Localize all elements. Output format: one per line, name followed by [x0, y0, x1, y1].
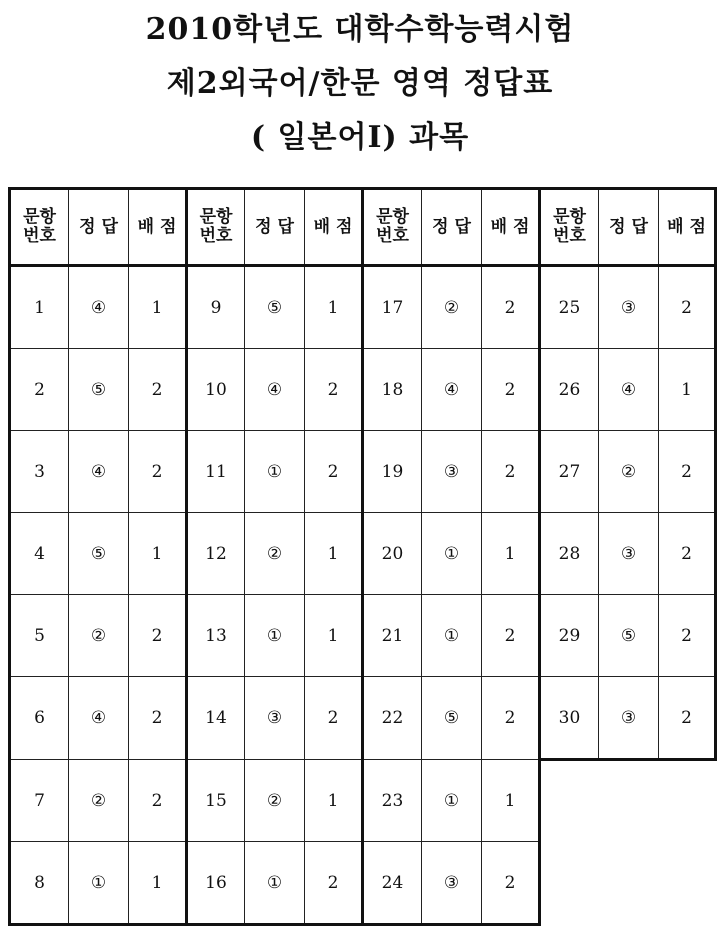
score-value: 2	[129, 431, 187, 513]
table-row	[10, 595, 716, 677]
answer-value: ①	[422, 513, 482, 595]
question-number: 12	[187, 513, 245, 595]
answer-value: ①	[69, 842, 129, 925]
answer-value: ①	[245, 431, 305, 513]
score-value: 1	[659, 349, 716, 431]
question-number: 28	[540, 513, 599, 595]
answer-value: ②	[69, 760, 129, 842]
score-value: 2	[659, 513, 716, 595]
empty-area	[540, 760, 716, 925]
question-number: 20	[363, 513, 422, 595]
question-no-header: 문항 번호	[363, 189, 422, 266]
title-line-3: ( 일본어Ⅰ) 과목	[250, 120, 470, 155]
score-header: 배 점	[482, 189, 540, 266]
answer-value: ③	[422, 431, 482, 513]
table-row	[10, 431, 716, 513]
answer-value: ③	[245, 677, 305, 760]
answer-value: ①	[422, 595, 482, 677]
answer-value: ③	[599, 266, 659, 349]
question-number: 24	[363, 842, 422, 925]
question-number: 21	[363, 595, 422, 677]
answer-value: ②	[422, 266, 482, 349]
score-value: 1	[305, 595, 363, 677]
question-no-header: 문항 번호	[540, 189, 599, 266]
answer-header: 정 답	[69, 189, 129, 266]
question-number: 18	[363, 349, 422, 431]
answer-value: ⑤	[599, 595, 659, 677]
score-value: 1	[482, 513, 540, 595]
score-value: 1	[305, 513, 363, 595]
answer-value: ②	[599, 431, 659, 513]
table-row	[10, 349, 716, 431]
question-number: 16	[187, 842, 245, 925]
score-value: 2	[305, 431, 363, 513]
score-value: 2	[129, 595, 187, 677]
question-number: 6	[10, 677, 69, 760]
score-value: 1	[305, 760, 363, 842]
question-number: 17	[363, 266, 422, 349]
title-line-1: 2010학년도 대학수학능력시험	[145, 12, 575, 47]
answer-value: ③	[422, 842, 482, 925]
score-value: 2	[659, 431, 716, 513]
score-value: 1	[305, 266, 363, 349]
answer-value: ③	[599, 513, 659, 595]
answer-header: 정 답	[599, 189, 659, 266]
answer-value: ⑤	[422, 677, 482, 760]
score-value: 2	[659, 266, 716, 349]
score-value: 1	[129, 266, 187, 349]
score-value: 2	[129, 677, 187, 760]
question-number: 19	[363, 431, 422, 513]
score-header: 배 점	[305, 189, 363, 266]
score-value: 2	[129, 349, 187, 431]
answer-value: ④	[69, 431, 129, 513]
answer-value: ③	[599, 677, 659, 760]
score-value: 2	[482, 431, 540, 513]
answer-value: ④	[245, 349, 305, 431]
question-no-header: 문항 번호	[187, 189, 245, 266]
score-value: 2	[482, 842, 540, 925]
header-row	[10, 189, 716, 266]
answer-value: ①	[245, 842, 305, 925]
answer-value: ④	[69, 266, 129, 349]
question-number: 11	[187, 431, 245, 513]
question-number: 7	[10, 760, 69, 842]
answer-value: ②	[245, 760, 305, 842]
question-number: 30	[540, 677, 599, 760]
question-number: 10	[187, 349, 245, 431]
question-number: 9	[187, 266, 245, 349]
answer-key-table	[8, 187, 717, 926]
table-row	[10, 677, 716, 760]
score-value: 2	[129, 760, 187, 842]
answer-value: ④	[599, 349, 659, 431]
question-number: 27	[540, 431, 599, 513]
question-number: 15	[187, 760, 245, 842]
answer-value: ①	[422, 760, 482, 842]
answer-value: ⑤	[245, 266, 305, 349]
score-value: 2	[305, 349, 363, 431]
question-number: 8	[10, 842, 69, 925]
answer-value: ④	[422, 349, 482, 431]
question-number: 2	[10, 349, 69, 431]
question-number: 14	[187, 677, 245, 760]
score-value: 1	[482, 760, 540, 842]
score-header: 배 점	[659, 189, 716, 266]
score-value: 2	[482, 677, 540, 760]
answer-header: 정 답	[245, 189, 305, 266]
question-number: 13	[187, 595, 245, 677]
score-value: 2	[482, 266, 540, 349]
answer-value: ②	[69, 595, 129, 677]
score-value: 2	[482, 595, 540, 677]
answer-header: 정 답	[422, 189, 482, 266]
question-number: 22	[363, 677, 422, 760]
answer-value: ①	[245, 595, 305, 677]
question-number: 5	[10, 595, 69, 677]
question-number: 4	[10, 513, 69, 595]
title-line-2: 제2외국어/한문 영역 정답표	[166, 66, 554, 101]
score-value: 2	[305, 677, 363, 760]
score-value: 1	[129, 842, 187, 925]
score-value: 2	[482, 349, 540, 431]
question-number: 26	[540, 349, 599, 431]
score-value: 2	[659, 595, 716, 677]
table-row	[10, 266, 716, 349]
answer-value: ⑤	[69, 513, 129, 595]
question-number: 25	[540, 266, 599, 349]
question-number: 3	[10, 431, 69, 513]
score-value: 1	[129, 513, 187, 595]
table-row	[10, 760, 716, 842]
score-value: 2	[659, 677, 716, 760]
question-number: 29	[540, 595, 599, 677]
question-number: 1	[10, 266, 69, 349]
question-no-header: 문항 번호	[10, 189, 69, 266]
answer-value: ④	[69, 677, 129, 760]
score-value: 2	[305, 842, 363, 925]
table-row	[10, 513, 716, 595]
score-header: 배 점	[129, 189, 187, 266]
answer-value: ②	[245, 513, 305, 595]
answer-value: ⑤	[69, 349, 129, 431]
question-number: 23	[363, 760, 422, 842]
